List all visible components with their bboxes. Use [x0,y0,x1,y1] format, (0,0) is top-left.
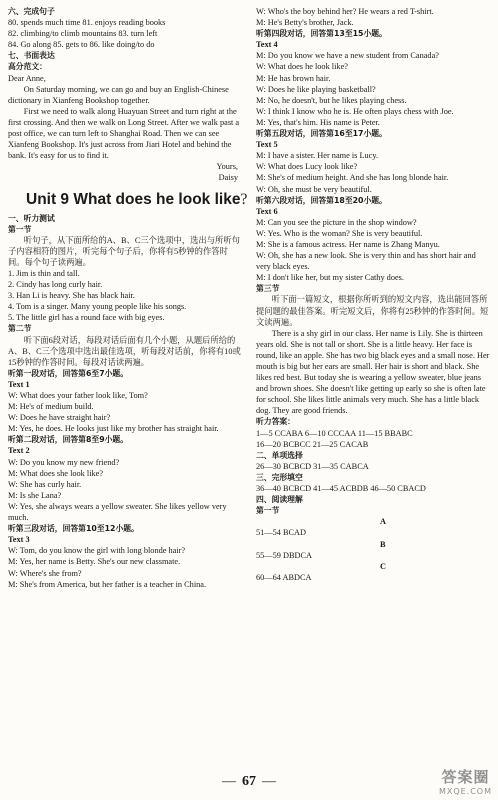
text-line: 1. Jim is thin and tall. [8,268,80,278]
watermark-logo [439,766,492,796]
text-line: 84. Go along 85. gets to 86. like doing/to do [8,40,155,50]
section-heading: 听力答案： [256,417,295,427]
text-line: W: Oh, she must be very beautiful. [256,184,372,194]
passage-group-label: B [380,539,386,549]
unit-heading [26,189,248,211]
unit-title-mark: ? [240,190,248,208]
text-line: On Saturday morning, we can go and buy an English-Chinese dictionary in Xianfeng Bookshop together. [8,84,229,105]
text-line: 51—54 BCAD [256,528,307,538]
text-line: M: He's Betty's brother, Jack. [256,18,354,28]
section-heading: 听第四段对话，回答第13至15小题。 [256,29,387,39]
text-line: 36—40 BCBCD 41—45 ACBDB 46—50 CBACD [256,484,426,494]
text-line: 55—59 DBDCA [256,550,313,560]
text-line: Text 1 [8,379,30,389]
text-line: Yours, [216,162,238,172]
text-line: M: She's from America, but her father is a teacher in China. [8,579,207,589]
text-line: Text 3 [8,535,30,545]
section-heading: 第二节 [8,324,32,334]
text-line: M: Yes, her name is Betty. She's our new classmate. [8,557,181,567]
text-line: Text 4 [256,40,278,50]
text-line: W: Who's the boy behind her? He wears a red T-shirt. [256,7,434,16]
text-line: 5. The little girl has a round face with big eyes. [8,313,165,323]
text-line: M: What does she look like? [8,468,104,478]
text-line: 3. Han Li is heavy. She has black hair. [8,291,135,301]
text-line: W: Does he have straight hair? [8,413,111,423]
watermark-text: 答案圈 [441,768,490,786]
text-line: W: What does he look like? [256,62,348,72]
section-heading: 第一节 [8,224,32,234]
section-heading: 一、听力测试 [8,213,55,223]
text-line: W: Do you know my new friend? [8,457,120,467]
text-line: M: I don't like her, but my sister Cathy does. [256,273,404,283]
text-line: W: Yes. Who is the woman? She is very beautiful. [256,228,423,238]
text-line: 2. Cindy has long curly hair. [8,280,103,290]
text-line: M: Do you know we have a new student from Canada? [256,51,439,61]
text-line: M: No, he doesn't, but he likes playing chess. [256,95,407,105]
text-line: W: She has curly hair. [8,479,82,489]
unit-title: Unit 9 What does he look like [26,190,241,208]
text-line: W: Oh, she has a new look. She is very thin and has short hair and very black eyes. [256,251,476,272]
text-line: 4. Tom is a singer. Many young people like his songs. [8,302,187,312]
text-line: 听下面一篇短文，根据你所听到的短文内容，选出能回答所提问题的最佳答案。听完短文后，你将有25秒钟的作答时间。短文读两遍。 [256,295,489,327]
watermark-url: MXQE.COM [438,787,492,796]
text-line: Dear Anne, [8,73,46,83]
text-line: M: He's of medium build. [8,402,94,412]
text-line: 听下面6段对话，每段对话后面有几个小题，从题后所给的A、B、C三个选项中选出最佳选项，听每段对话前，你将有10或15秒钟的作答时间。每段对话读两遍。 [8,335,241,367]
section-heading: 六、完成句子 [8,7,55,16]
section-heading: 听第六段对话，回答第18至20小题。 [256,195,387,205]
passage-group-label: C [380,561,386,571]
section-heading: 高分范文： [8,62,47,72]
text-line: W: What does your father look like, Tom? [8,391,148,400]
section-heading: 第一节 [256,506,280,516]
text-line: M: Is she Lana? [8,490,62,500]
section-heading: 听第二段对话，回答第8至9小题。 [8,435,129,445]
section-heading: 听第三段对话，回答第10至12小题。 [8,524,139,534]
text-line: M: Can you see the picture in the shop window? [256,217,417,227]
text-line: M: He has brown hair. [256,73,331,83]
text-line: 26—30 BCBCD 31—35 CABCA [256,461,369,471]
section-heading: 四、阅读理解 [256,495,303,505]
text-line: W: Yes, she always wears a yellow sweater. She likes yellow very much. [8,501,227,523]
section-heading: 二、单项选择 [256,450,303,460]
text-line: 82. climbing/to climb mountains 83. turn left [8,29,158,39]
section-heading: 七、书面表达 [8,51,55,61]
text-line: M: She is a famous actress. Her name is Zhang Manyu. [256,239,440,249]
left-column [8,6,248,590]
text-line: W: What does Lucy look like? [256,162,358,172]
page-number-text: 67 [242,774,256,789]
section-heading: 听第一段对话，回答第6至7小题。 [8,368,129,378]
text-line: Text 6 [256,206,278,216]
text-line: First we need to walk along Huayuan Street and turn right at the first crossing. And then we walk on Long Street. After we walk past a post office, we can turn left to Shanghai Road. Then we can see Xianfeng Bookshop. It's just across from Jiari Hotel and behind the bank. It's easy for us to find it. [8,106,240,161]
text-line: M: Yes, that's him. His name is Peter. [256,117,380,127]
section-heading: 第三节 [256,284,280,294]
text-line: 1—5 CCABA 6—10 CCCAA 11—15 BBABC [256,428,413,438]
text-line: Text 5 [256,140,278,150]
text-line: M: Yes, he does. He looks just like my brother has straight hair. [8,424,219,434]
text-line: 听句子，从下面所给的A、B、C三个选项中，选出与所听句子内容相符的图片，听完每个句子后，你将有5秒钟的作答时间。每个句子读两遍。 [8,235,240,267]
text-line: M: I have a sister. Her name is Lucy. [256,151,379,161]
text-line: 60—64 ABDCA [256,572,312,582]
right-column [256,6,492,583]
text-line: 80. spends much time 81. enjoys reading books [8,18,166,28]
text-line: 16—20 BCBCC 21—25 CACAB [256,439,369,449]
page-number: — 67 — [222,774,276,789]
text-line: Daisy [218,173,238,183]
text-line: Text 2 [8,446,30,456]
text-line: W: Where's she from? [8,568,82,578]
text-line: There is a shy girl in our class. Her name is Lily. She is thirteen years old. She is not tall or short. She is a little heavy. Her face is round, like an apple. She has two big black eyes and a small nose. Her mouth is big but her ears are small. Her hair is short and black. She likes red best. But today she is wearing a yellow sweater, blue jeans and brown shoes. She doesn't like getting up early so she is often late for school. She likes little animals very much. She has a little black dog. They are good friends. [256,328,490,416]
passage-group-label: A [380,517,386,527]
text-line: W: Tom, do you know the girl with long blonde hair? [8,546,186,556]
text-line: M: She's of medium height. And she has long blonde hair. [256,173,449,183]
section-heading: 三、完形填空 [256,472,303,482]
text-line: W: I think I know who he is. He often plays chess with Joe. [256,106,454,116]
section-heading: 听第五段对话，回答第16至17小题。 [256,129,387,139]
text-line: W: Does he like playing basketball? [256,84,376,94]
